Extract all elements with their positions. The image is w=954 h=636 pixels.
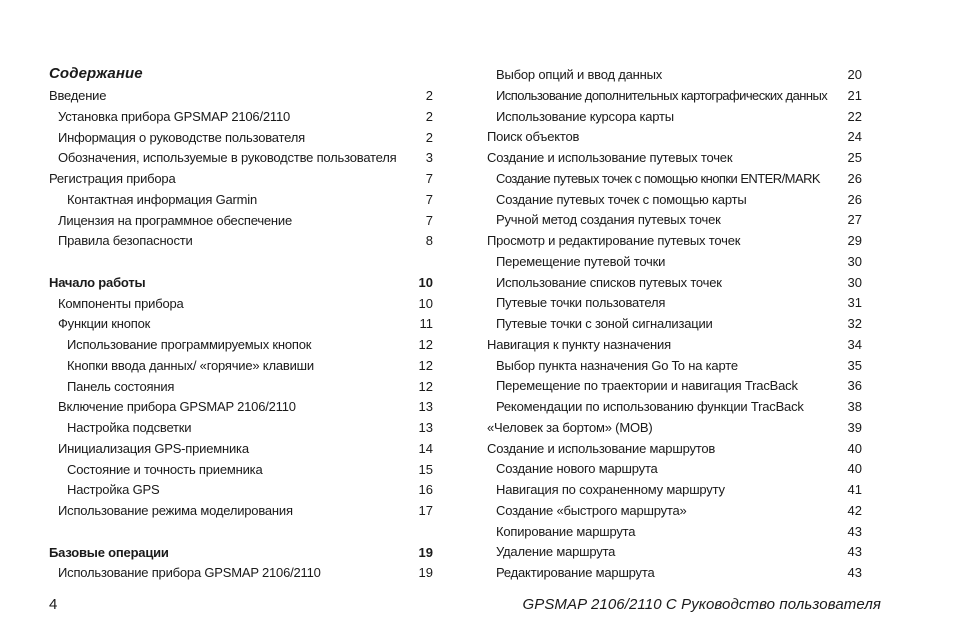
toc-entry[interactable]	[49, 460, 433, 481]
toc-entry-label: Функции кнопок	[58, 316, 151, 332]
toc-entry[interactable]	[49, 128, 433, 149]
toc-entry-page: 41	[847, 482, 862, 497]
toc-entry[interactable]	[487, 169, 862, 190]
toc-entry[interactable]	[487, 252, 862, 273]
toc-entry[interactable]	[49, 107, 433, 128]
toc-entry[interactable]	[487, 127, 862, 148]
toc-entry-label: Компоненты прибора	[58, 295, 184, 311]
toc-entry[interactable]	[49, 211, 433, 232]
toc-entry[interactable]	[487, 293, 862, 314]
toc-entry[interactable]	[49, 190, 433, 211]
toc-entry-label: Использование прибора GPSMAP 2106/2110	[58, 565, 321, 581]
toc-entry-page: 43	[847, 565, 862, 580]
toc-entry-page: 2	[425, 129, 433, 145]
toc-entry[interactable]	[487, 107, 862, 128]
toc-entry-page: 13	[418, 399, 433, 415]
toc-entry[interactable]	[487, 190, 862, 211]
toc-entry-label: Ручной метод создания путевых точек	[496, 212, 721, 228]
toc-entry[interactable]	[49, 335, 433, 356]
toc-entry[interactable]	[49, 356, 433, 377]
toc-entry-label: Навигация к пункту назначения	[487, 336, 671, 352]
toc-entry[interactable]	[49, 543, 433, 564]
toc-entry[interactable]	[49, 148, 433, 169]
toc-entry[interactable]	[49, 563, 433, 584]
toc-entry-page: 12	[418, 357, 433, 373]
toc-entry-label: Установка прибора GPSMAP 2106/2110	[58, 108, 291, 124]
toc-entry-page: 3	[425, 150, 433, 166]
toc-entry-label: Создание путевых точек с помощью карты	[496, 191, 747, 207]
toc-entry[interactable]	[49, 377, 433, 398]
toc-entry[interactable]	[49, 169, 433, 190]
toc-entry-page: 15	[418, 461, 433, 477]
toc-entry[interactable]	[487, 459, 862, 480]
toc-entry-page: 38	[847, 399, 862, 414]
toc-entry[interactable]	[487, 439, 862, 460]
toc-entry[interactable]	[49, 480, 433, 501]
toc-entry-label: Путевые точки с зоной сигнализации	[496, 316, 713, 331]
toc-entry[interactable]	[487, 86, 862, 107]
toc-entry-page: 40	[847, 461, 862, 477]
toc-entry-page: 35	[847, 357, 862, 373]
toc-entry[interactable]	[49, 501, 433, 522]
toc-entry-label: Настройка подсветки	[67, 420, 192, 435]
toc-entry-page: 31	[847, 295, 862, 311]
toc-entry-page: 12	[418, 378, 433, 394]
toc-entry-label: Настройка GPS	[67, 482, 160, 498]
toc-entry[interactable]	[487, 335, 862, 356]
toc-entry-label: Редактирование маршрута	[496, 565, 655, 580]
toc-entry[interactable]	[49, 86, 433, 107]
toc-entry-page: 26	[847, 170, 862, 186]
toc-entry-page: 42	[847, 502, 862, 518]
toc-entry-label: Поиск объектов	[487, 129, 580, 145]
toc-entry-label: Путевые точки пользователя	[496, 295, 666, 311]
toc-entry[interactable]	[487, 376, 862, 397]
toc-entry-label: Контактная информация Garmin	[67, 191, 258, 207]
toc-entry-label: Использование программируемых кнопок	[67, 337, 312, 352]
toc-entry-page: 30	[847, 253, 862, 269]
toc-entry-page: 19	[418, 565, 433, 581]
toc-entry-page: 36	[847, 378, 862, 394]
toc-entry-label: Создание путевых точек с помощью кнопки ENTER/MARK	[496, 170, 821, 186]
toc-entry-page: 14	[418, 440, 433, 456]
toc-entry-page: 21	[847, 87, 862, 103]
toc-entry-page: 7	[425, 171, 433, 186]
toc-entry-label: Создание «быстрого маршрута»	[496, 502, 687, 518]
toc-left-column	[49, 86, 433, 584]
toc-entry[interactable]	[487, 65, 862, 86]
toc-entry-label: Кнопки ввода данных/ «горячие» клавиши	[67, 357, 314, 373]
toc-entry-page: 25	[847, 150, 862, 165]
toc-entry-label: Панель состояния	[67, 378, 175, 394]
toc-entry-label: Начало работы	[49, 274, 146, 290]
toc-entry-page: 22	[847, 108, 862, 124]
toc-entry-page: 32	[847, 316, 862, 331]
toc-entry-label: Включение прибора GPSMAP 2106/2110	[58, 399, 296, 415]
toc-entry-page: 16	[418, 482, 433, 498]
toc-entry-label: Создание и использование путевых точек	[487, 150, 733, 165]
toc-entry-label: Перемещение по траектории и навигация TracBack	[496, 378, 798, 394]
toc-entry-page: 17	[418, 503, 433, 518]
toc-entry[interactable]	[487, 356, 862, 377]
toc-entry-page: 10	[418, 295, 433, 311]
toc-entry-page: 43	[847, 523, 862, 539]
toc-entry-page: 24	[847, 129, 862, 145]
toc-right-column	[487, 65, 862, 584]
toc-entry[interactable]	[487, 480, 862, 501]
toc-entry-page: 30	[847, 274, 862, 290]
toc-entry-label: Перемещение путевой точки	[496, 253, 666, 269]
toc-entry-page: 7	[425, 191, 433, 207]
toc-entry[interactable]	[487, 397, 862, 418]
toc-entry-label: Просмотр и редактирование путевых точек	[487, 233, 741, 248]
toc-entry[interactable]	[487, 148, 862, 169]
toc-entry[interactable]	[49, 418, 433, 439]
toc-entry-label: Инициализация GPS-приемника	[58, 440, 249, 456]
toc-entry[interactable]	[49, 273, 433, 294]
toc-entry-label: Рекомендации по использованию функции TracBack	[496, 399, 804, 414]
toc-entry-page: 11	[419, 316, 433, 332]
toc-entry-page: 13	[418, 420, 433, 435]
toc-entry[interactable]	[49, 294, 433, 315]
toc-entry-label: Копирование маршрута	[496, 523, 636, 539]
toc-entry-label: Состояние и точность приемника	[67, 461, 263, 477]
toc-entry-label: Информация о руководстве пользователя	[58, 129, 305, 145]
toc-entry-label: Удаление маршрута	[496, 544, 616, 560]
toc-entry-page: 19	[418, 544, 433, 560]
toc-entry-label: Создание нового маршрута	[496, 461, 658, 477]
toc-entry-label: Выбор опций и ввод данных	[496, 67, 663, 82]
toc-entry-page: 34	[847, 336, 862, 352]
toc-entry-label: Навигация по сохраненному маршруту	[496, 482, 725, 497]
toc-entry-page: 27	[847, 212, 862, 228]
page-number: 4	[49, 596, 58, 613]
toc-entry-label: Лицензия на программное обеспечение	[58, 212, 292, 228]
toc-entry-label: Базовые операции	[49, 544, 169, 560]
toc-entry[interactable]	[487, 418, 862, 439]
toc-entry-label: Использование режима моделирования	[58, 503, 293, 518]
toc-entry[interactable]	[49, 397, 433, 418]
toc-entry-label: Выбор пункта назначения Go To на карте	[496, 357, 738, 373]
toc-entry-label: «Человек за бортом» (MOB)	[487, 419, 653, 435]
toc-spacer	[49, 522, 433, 543]
toc-entry-page: 7	[425, 212, 433, 228]
toc-entry-label: Правила безопасности	[58, 233, 193, 249]
toc-entry[interactable]	[49, 231, 433, 252]
toc-entry-page: 39	[847, 419, 862, 435]
toc-entry-page: 2	[425, 108, 433, 124]
toc-entry[interactable]	[487, 314, 862, 335]
toc-entry[interactable]	[487, 522, 862, 543]
toc-entry-page: 29	[847, 233, 862, 248]
toc-entry-label: Использование курсора карты	[496, 108, 674, 124]
toc-entry-page: 8	[425, 233, 433, 249]
toc-entry-page: 12	[418, 337, 433, 352]
toc-entry[interactable]	[487, 210, 862, 231]
toc-entry-page: 43	[847, 544, 862, 560]
toc-entry[interactable]	[487, 563, 862, 584]
toc-entry-page: 10	[418, 274, 433, 290]
toc-entry-page: 20	[847, 67, 862, 82]
toc-entry[interactable]	[49, 314, 433, 335]
page-title: Содержание	[49, 65, 143, 82]
toc-entry-page: 26	[847, 191, 862, 207]
toc-entry[interactable]	[49, 439, 433, 460]
toc-entry-label: Регистрация прибора	[49, 171, 176, 186]
toc-spacer	[49, 252, 433, 273]
toc-entry-label: Использование дополнительных картографических данных	[496, 87, 828, 103]
toc-entry-label: Использование списков путевых точек	[496, 274, 722, 290]
toc-entry-label: Создание и использование маршрутов	[487, 440, 716, 456]
toc-entry-label: Введение	[49, 88, 107, 103]
toc-entry[interactable]	[487, 231, 862, 252]
toc-entry-page: 40	[847, 440, 862, 456]
toc-entry[interactable]	[487, 542, 862, 563]
toc-entry[interactable]	[487, 273, 862, 294]
toc-entry-page: 2	[425, 88, 433, 103]
manual-title: GPSMAP 2106/2110 C Руководство пользователя	[522, 596, 881, 613]
toc-entry[interactable]	[487, 501, 862, 522]
toc-entry-label: Обозначения, используемые в руководстве пользователя	[58, 150, 397, 166]
